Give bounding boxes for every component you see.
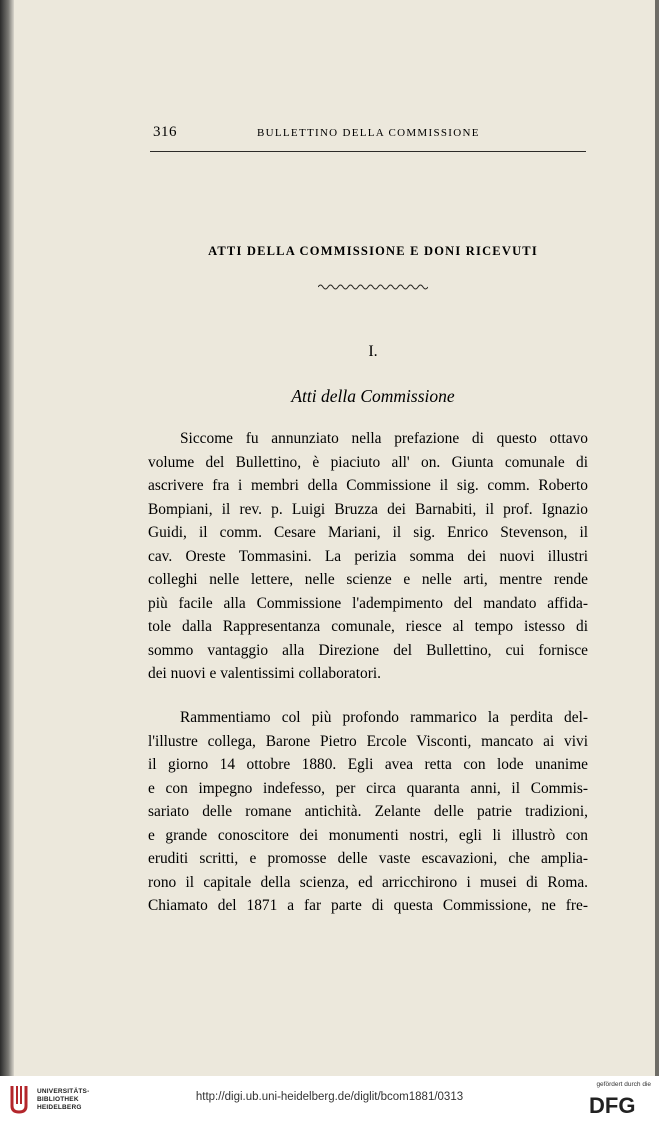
text-line: sommo vantaggio alla Direzione del Bullettino, cui fornisce — [148, 641, 588, 659]
scan-right-edge — [655, 0, 659, 1076]
text-line: Guidi, il comm. Cesare Mariani, il sig. Enrico Stevenson, il — [148, 524, 588, 541]
text-line: eruditi scritti, e promosse delle vaste escavazioni, che amplia- — [148, 850, 588, 867]
library-name-line: UNIVERSITÄTS- — [37, 1088, 90, 1095]
library-name-line: HEIDELBERG — [37, 1104, 82, 1111]
text-line: dei nuovi e valentissimi collaboratori. — [148, 665, 381, 682]
viewer-footer — [0, 1076, 659, 1124]
page-header — [150, 124, 590, 144]
wavy-ornament — [318, 283, 428, 291]
text-line: e grande conoscitore dei monumenti nostri, egli li illustrò con — [148, 826, 588, 844]
text-line: il giorno 14 ottobre 1880. Egli avea retta con lode unanime — [148, 756, 588, 773]
section-title: ATTI DELLA COMMISSIONE E DONI RICEVUTI — [208, 244, 538, 258]
text-line: colleghi nelle lettere, nelle scienze e nelle arti, mentre rende — [148, 571, 588, 588]
library-name-line: BIBLIOTHEK — [37, 1096, 79, 1103]
text-line: cav. Oreste Tommasini. La perizia somma dei nuovi illustri — [148, 547, 588, 565]
page-number: 316 — [153, 124, 177, 140]
text-line: ascrivere fra i membri della Commissione il sig. comm. Roberto — [148, 477, 588, 494]
text-line: tole dalla Rappresentanza comunale, riesce al tempo istesso di — [148, 618, 588, 635]
scan-book-edge — [0, 0, 14, 1076]
text-line: volume del Bullettino, è piaciuto all' on. Giunta comunale di — [148, 453, 588, 471]
section-numeral: I. — [368, 343, 378, 360]
dfg-logo-icon[interactable] — [589, 1094, 649, 1116]
text-line: rono il capitale della scienza, ed arricchirono i musei di Roma. — [148, 873, 588, 891]
paragraph-1 — [148, 427, 588, 686]
header-rule — [150, 151, 586, 152]
text-line: e con impegno indefesso, per circa quaranta anni, il Commis- — [148, 779, 588, 797]
permalink-url[interactable]: http://digi.ub.uni-heidelberg.de/diglit/bcom1881/0313 — [195, 1091, 464, 1103]
text-line: Chiamato del 1871 a far parte di questa Commissione, ne fre- — [148, 897, 588, 914]
text-line: sariato delle romane antichità. Zelante delle patrie tradizioni, — [148, 803, 588, 820]
funded-by-label: gefördert durch die — [596, 1081, 651, 1088]
running-head: BULLETTINO DELLA COMMISSIONE — [257, 127, 480, 139]
dfg-logo-text: DFG — [589, 1094, 636, 1116]
text-line: Bompiani, il rev. p. Luigi Bruzza dei Barnabiti, il prof. Ignazio — [148, 500, 588, 518]
subsection-title: Atti della Commissione — [291, 386, 455, 406]
text-line: Rammentiamo col più profondo rammarico la perdita del- — [180, 709, 588, 726]
paragraph-2 — [148, 706, 588, 918]
text-line: l'illustre collega, Barone Pietro Ercole Visconti, mancato ai vivi — [148, 732, 588, 750]
text-line: più facile alla Commissione l'adempimento del mandato affida- — [148, 594, 588, 612]
text-line: Siccome fu annunziato nella prefazione di questo ottavo — [180, 430, 588, 447]
